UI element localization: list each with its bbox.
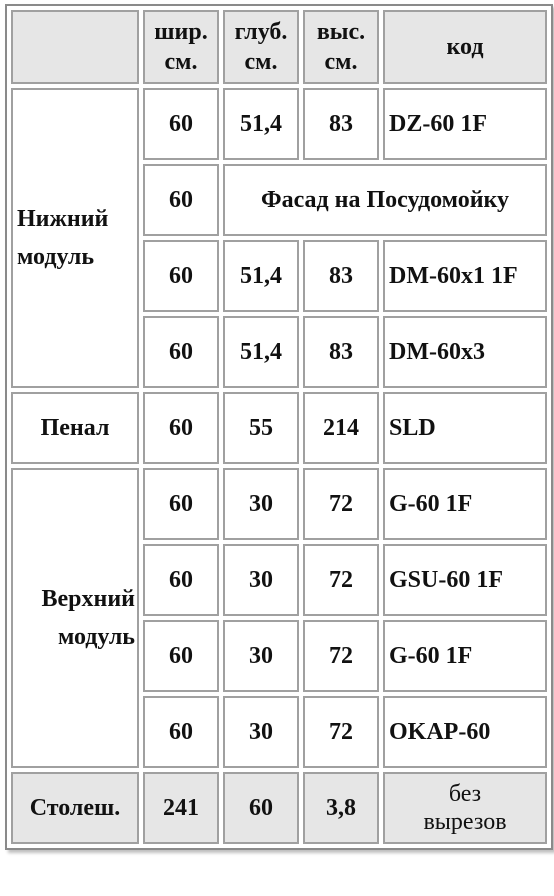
header-height — [303, 10, 379, 84]
header-depth — [223, 10, 299, 84]
cell-height: 72 — [303, 544, 379, 616]
cell-code: G-60 1F — [383, 468, 547, 540]
cell-dishwasher-facade: Фасад на Посудомойку — [223, 164, 547, 236]
cell-code: DM-60x3 — [383, 316, 547, 388]
cell-depth: 51,4 — [223, 240, 299, 312]
cell-width: 241 — [143, 772, 219, 844]
group-countertop: Столеш. — [11, 772, 139, 844]
header-width — [143, 10, 219, 84]
countertop-row — [11, 772, 547, 844]
header-height-line2: см. — [324, 49, 358, 75]
cabinet-spec-table — [5, 4, 553, 850]
header-height-line1: выс. — [316, 19, 366, 45]
cell-width: 60 — [143, 544, 219, 616]
cell-width: 60 — [143, 392, 219, 464]
cell-depth: 30 — [223, 696, 299, 768]
cell-height: 3,8 — [303, 772, 379, 844]
cell-height: 83 — [303, 240, 379, 312]
cell-depth: 51,4 — [223, 316, 299, 388]
cell-width: 60 — [143, 240, 219, 312]
cell-height: 214 — [303, 392, 379, 464]
cell-code: GSU-60 1F — [383, 544, 547, 616]
cell-depth: 30 — [223, 620, 299, 692]
header-blank-cell — [11, 10, 139, 84]
cell-width: 60 — [143, 696, 219, 768]
cell-width: 60 — [143, 164, 219, 236]
cell-code: SLD — [383, 392, 547, 464]
note-line2: вырезов — [423, 809, 507, 835]
cell-width: 60 — [143, 468, 219, 540]
group-lower-line2: модуль — [17, 244, 95, 270]
cell-width: 60 — [143, 88, 219, 160]
cell-code: OKAP-60 — [383, 696, 547, 768]
group-upper-line1: Верхний — [41, 586, 135, 612]
cell-height: 83 — [303, 88, 379, 160]
cell-width: 60 — [143, 620, 219, 692]
cell-height: 72 — [303, 468, 379, 540]
cell-note — [383, 772, 547, 844]
cell-code: G-60 1F — [383, 620, 547, 692]
group-pencil-case: Пенал — [11, 392, 139, 464]
group-upper-line2: модуль — [57, 624, 135, 650]
cell-depth: 60 — [223, 772, 299, 844]
table-row — [11, 392, 547, 464]
cell-height: 72 — [303, 696, 379, 768]
group-upper-module — [11, 468, 139, 768]
header-width-line1: шир. — [154, 19, 208, 45]
cell-depth: 30 — [223, 468, 299, 540]
note-line1: без — [448, 781, 482, 807]
header-code: код — [383, 10, 547, 84]
cell-width: 60 — [143, 316, 219, 388]
header-row — [11, 10, 547, 84]
cell-code: DZ-60 1F — [383, 88, 547, 160]
cell-depth: 30 — [223, 544, 299, 616]
cell-height: 72 — [303, 620, 379, 692]
group-lower-module — [11, 88, 139, 388]
table-row — [11, 88, 547, 160]
group-lower-line1: Нижний — [17, 206, 109, 232]
cell-code: DM-60x1 1F — [383, 240, 547, 312]
header-depth-line1: глуб. — [234, 19, 288, 45]
cell-height: 83 — [303, 316, 379, 388]
header-depth-line2: см. — [244, 49, 278, 75]
header-width-line2: см. — [164, 49, 198, 75]
cell-depth: 51,4 — [223, 88, 299, 160]
cell-depth: 55 — [223, 392, 299, 464]
table-row — [11, 468, 547, 540]
